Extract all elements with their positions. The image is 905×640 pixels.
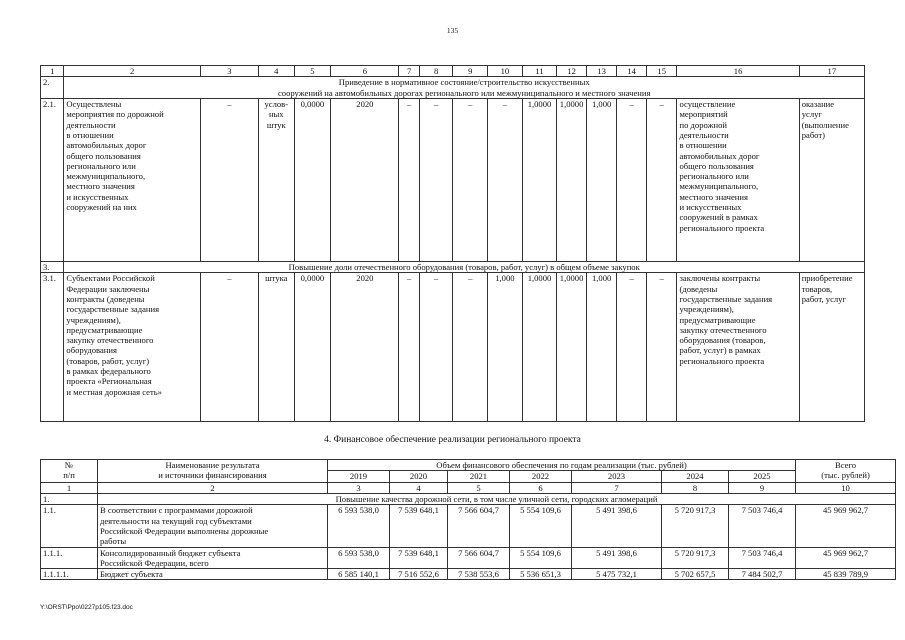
column-number-row <box>41 482 896 493</box>
total-cell: 45 969 962,7 <box>796 547 896 569</box>
col-num: 3 <box>200 66 258 77</box>
row-number: 2.1. <box>41 98 64 261</box>
amount-cell: 5 702 657,5 <box>662 569 729 580</box>
col-num: 1 <box>41 482 98 493</box>
col-num: 12 <box>557 66 587 77</box>
section-title: Приведение в нормативное состояние/строительство искусственных сооружений на автомобильных дорогах регионального или межмуниципального и местного значения <box>64 77 865 99</box>
value-cell: – <box>488 98 523 261</box>
section-title: Повышение доли отечественного оборудования (товаров, работ, услуг) в общем объеме закупок <box>64 261 865 272</box>
result-name: Осуществлены мероприятия по дорожной деятельности в отношении автомобильных дорог общего пользования регионального или межмуниципального, местного значения и искусственных сооружений на них <box>64 98 200 261</box>
col-num: 5 <box>448 482 510 493</box>
year-header: 2023 <box>572 471 662 482</box>
col-num: 6 <box>331 66 399 77</box>
amount-cell: 7 503 746,4 <box>729 505 796 547</box>
result-name: Субъектами Российской Федерации заключены контракты (доведены государственные задания учреждениям), предусматривающие закупку отечественного оборудования (товаров, работ, услуг) в рамках федерального проекта «Региональная и местная дорожная сеть» <box>64 273 200 422</box>
unit: услов- ных штук <box>258 98 294 261</box>
column-number-row <box>41 66 865 77</box>
value-cell: – <box>453 273 488 422</box>
section-title: Повышение качества дорожной сети, в том числе уличной сети, городских агломераций <box>98 493 896 504</box>
amount-cell: 6 593 538,0 <box>328 547 390 569</box>
table-row <box>41 98 865 261</box>
header-volume: Объем финансового обеспечения по годам реализации (тыс. рублей) <box>328 460 796 471</box>
value-cell: – <box>419 273 453 422</box>
amount-cell: 5 491 398,6 <box>572 547 662 569</box>
amount-cell: 7 538 553,6 <box>448 569 510 580</box>
row-number: 1.1. <box>41 505 98 547</box>
col-num: 14 <box>617 66 647 77</box>
header-row <box>41 460 896 471</box>
section-row <box>41 493 896 504</box>
col-num: 11 <box>522 66 557 77</box>
value-cell: – <box>419 98 453 261</box>
value-cell: – <box>646 273 677 422</box>
col-num: 4 <box>258 66 294 77</box>
value-cell: – <box>399 273 419 422</box>
amount-cell: 7 484 502,7 <box>729 569 796 580</box>
cell: – <box>200 98 258 261</box>
cell: – <box>200 273 258 422</box>
section-number: 2. <box>41 77 64 99</box>
amount-cell: 5 536 651,3 <box>510 569 572 580</box>
base-value: 0,0000 <box>294 273 331 422</box>
col-num: 4 <box>390 482 448 493</box>
finance-section-heading: 4. Финансовое обеспечение реализации регионального проекта <box>324 435 581 445</box>
header-name: Наименование результата и источники финансирования <box>98 460 328 483</box>
total-cell: 45 969 962,7 <box>796 505 896 547</box>
col-num: 7 <box>572 482 662 493</box>
section-number: 1. <box>41 493 98 504</box>
indicators-table <box>40 65 865 422</box>
table-row <box>41 547 896 569</box>
amount-cell: 5 475 732,1 <box>572 569 662 580</box>
result-characteristic: приобретение товаров, работ, услуг <box>799 273 864 422</box>
amount-cell: 5 720 917,3 <box>662 547 729 569</box>
row-number: 3.1. <box>41 273 64 422</box>
col-num: 2 <box>64 66 200 77</box>
value-cell: – <box>617 98 647 261</box>
amount-cell: 7 566 604,7 <box>448 547 510 569</box>
year-header: 2020 <box>390 471 448 482</box>
value-cell: 1,000 <box>488 273 523 422</box>
section-row <box>41 77 865 99</box>
table-row <box>41 569 896 580</box>
col-num: 17 <box>799 66 864 77</box>
amount-cell: 5 554 109,6 <box>510 505 572 547</box>
col-num: 9 <box>729 482 796 493</box>
header-total: Всего (тыс. рублей) <box>796 460 896 483</box>
base-value: 0,0000 <box>294 98 331 261</box>
value-cell: – <box>646 98 677 261</box>
row-name: Консолидированный бюджет субъекта Российской Федерации, всего <box>98 547 328 569</box>
header-number: № п/п <box>41 460 98 483</box>
file-path-footer: Y:\ORST\Ppo\0227p105.f23.doc <box>40 604 133 611</box>
col-num: 8 <box>662 482 729 493</box>
base-year: 2020 <box>331 273 399 422</box>
result-description: осуществление мероприятий по дорожной деятельности в отношении автомобильных дорог общего пользования регионального или межмуниципального, местного значения и искусственных сооружений в рамках регионального проекта <box>677 98 799 261</box>
col-num: 9 <box>453 66 488 77</box>
table-row <box>41 505 896 547</box>
col-num: 5 <box>294 66 331 77</box>
year-header: 2019 <box>328 471 390 482</box>
value-cell: 1,0000 <box>557 98 587 261</box>
col-num: 10 <box>488 66 523 77</box>
value-cell: – <box>399 98 419 261</box>
page-number: 135 <box>446 26 459 35</box>
table-row <box>41 273 865 422</box>
total-cell: 45 839 789,9 <box>796 569 896 580</box>
col-num: 3 <box>328 482 390 493</box>
col-num: 8 <box>419 66 453 77</box>
col-num: 6 <box>510 482 572 493</box>
result-characteristic: оказание услуг (выполнение работ) <box>799 98 864 261</box>
row-name: В соответствии с программами дорожной деятельности на текущий год субъектами Российской Федерации выполнены дорожные работы <box>98 505 328 547</box>
finance-table <box>40 459 896 580</box>
year-header: 2025 <box>729 471 796 482</box>
year-header: 2022 <box>510 471 572 482</box>
value-cell: – <box>617 273 647 422</box>
value-cell: 1,0000 <box>522 98 557 261</box>
base-year: 2020 <box>331 98 399 261</box>
row-number: 1.1.1.1. <box>41 569 98 580</box>
amount-cell: 7 516 552,6 <box>390 569 448 580</box>
col-num: 1 <box>41 66 64 77</box>
section-row <box>41 261 865 272</box>
row-name: Бюджет субъекта <box>98 569 328 580</box>
amount-cell: 7 503 746,4 <box>729 547 796 569</box>
col-num: 2 <box>98 482 328 493</box>
col-num: 13 <box>586 66 617 77</box>
amount-cell: 5 554 109,6 <box>510 547 572 569</box>
value-cell: 1,0000 <box>557 273 587 422</box>
value-cell: – <box>453 98 488 261</box>
amount-cell: 7 539 648,1 <box>390 547 448 569</box>
amount-cell: 5 491 398,6 <box>572 505 662 547</box>
value-cell: 1,000 <box>586 98 617 261</box>
section-number: 3. <box>41 261 64 272</box>
value-cell: 1,0000 <box>522 273 557 422</box>
unit: штука <box>258 273 294 422</box>
col-num: 15 <box>646 66 677 77</box>
year-header: 2024 <box>662 471 729 482</box>
amount-cell: 7 566 604,7 <box>448 505 510 547</box>
col-num: 16 <box>677 66 799 77</box>
amount-cell: 6 593 538,0 <box>328 505 390 547</box>
year-header: 2021 <box>448 471 510 482</box>
col-num: 10 <box>796 482 896 493</box>
row-number: 1.1.1. <box>41 547 98 569</box>
amount-cell: 5 720 917,3 <box>662 505 729 547</box>
amount-cell: 6 585 140,1 <box>328 569 390 580</box>
result-description: заключены контракты (доведены государственные задания учреждениям), предусматривающие закупку отечественного оборудования (товаров, работ, услуг) в рамках регионального проекта <box>677 273 799 422</box>
value-cell: 1,000 <box>586 273 617 422</box>
col-num: 7 <box>399 66 419 77</box>
amount-cell: 7 539 648,1 <box>390 505 448 547</box>
